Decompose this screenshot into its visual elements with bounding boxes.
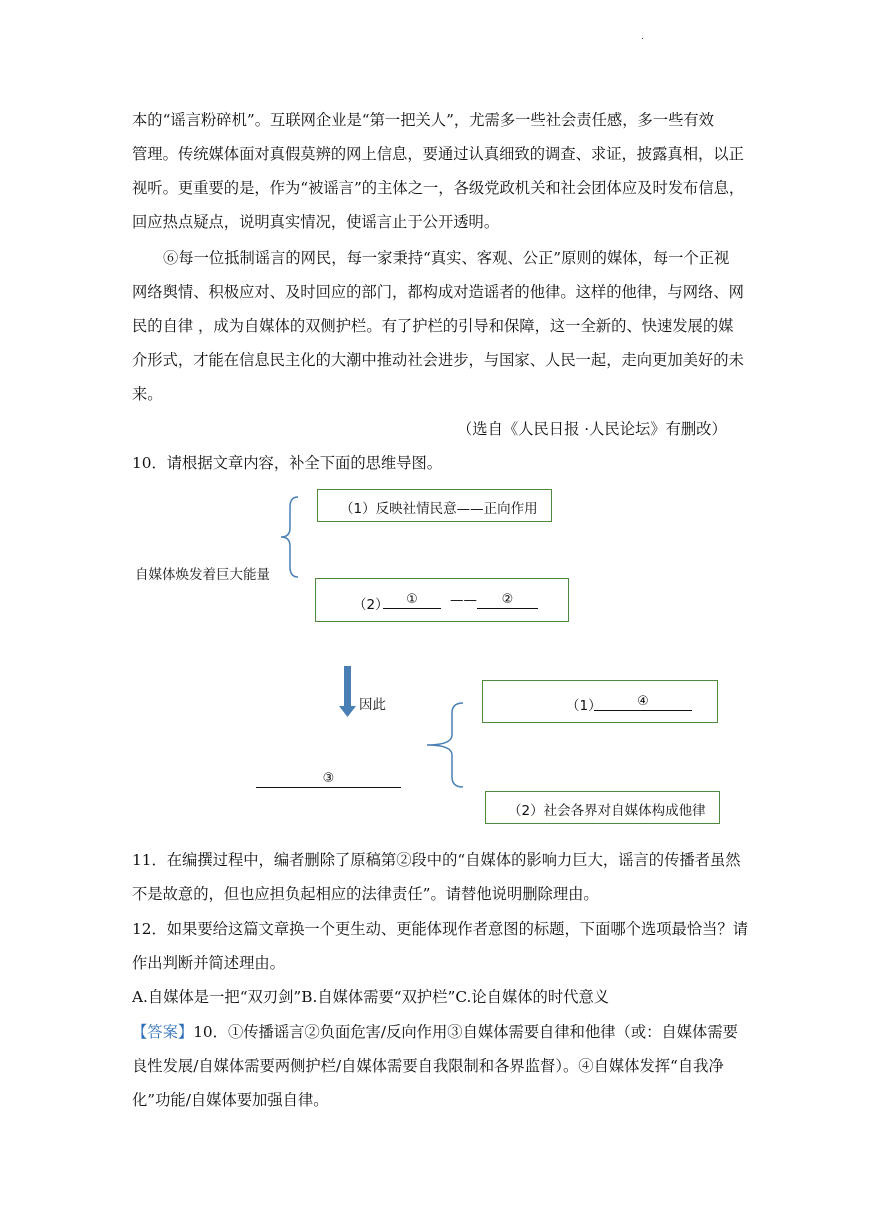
paragraph-line: 来。 — [132, 385, 163, 403]
paragraph-line: 管理。传统媒体面对真假莫辨的网上信息，要通过认真细致的调查、求证，披露真相，以正 — [132, 145, 744, 163]
lower-brace — [427, 703, 463, 787]
paragraph-line: 民的自律 ，成为自媒体的双侧护栏。有了护栏的引导和保障，这一全新的、快速发展的媒 — [132, 317, 734, 335]
blank-2: ② — [477, 592, 538, 609]
question-11-line-2: 不是故意的，但也应担负起相应的法律责任”。请替他说明删除理由。 — [132, 885, 599, 903]
upper-brace — [281, 497, 298, 577]
mindmap-root: 自媒体焕发着巨大能量 — [135, 567, 270, 583]
down-arrow-icon — [339, 666, 356, 717]
source-citation: （选自《人民日报 ·人民论坛》有删改） — [457, 420, 727, 438]
mindmap-box-1-text: （1）反映社情民意——正向作用 — [340, 501, 538, 517]
blank-4: ④ — [594, 694, 692, 711]
question-12-line-1: 12．如果要给这篇文章换一个更生动、更能体现作者意图的标题，下面哪个选项最恰当？请 — [132, 920, 749, 938]
mindmap-box-3-prefix: （1） — [566, 698, 602, 714]
question-10: 10．请根据文章内容，补全下面的思维导图。 — [132, 454, 443, 472]
paragraph-line: 网络舆情、积极应对、及时回应的部门，都构成对造谣者的他律。这样的他律，与网络、网 — [132, 283, 744, 301]
paragraph-line: 介形式，才能在信息民主化的大潮中推动社会进步，与国家、人民一起，走向更加美好的未 — [132, 351, 744, 369]
question-11-line-1: 11．在编撰过程中，编者删除了原稿第②段中的“自媒体的影响力巨大，谣言的传播者虽然 — [132, 851, 741, 869]
mindmap-box-1 — [317, 489, 552, 522]
paragraph-line: 回应热点疑点，说明真实情况，使谣言止于公开透明。 — [132, 213, 500, 231]
paragraph-line: 本的“谣言粉碎机”。互联网企业是“第一把关人”，尤需多一些社会责任感，多一些有效 — [132, 111, 714, 129]
mindmap-box-2-prefix: （2） — [353, 597, 389, 613]
answer-text: 10．①传播谣言②负面危害/反向作用③自媒体需要自律和他律（或：自媒体需要 — [193, 1023, 738, 1041]
mindmap-dash: —— — [450, 592, 477, 608]
header-mark: . — [641, 32, 644, 42]
mindmap-box-2 — [315, 578, 569, 622]
arrow-label: 因此 — [359, 697, 386, 713]
blank-3: ③ — [256, 771, 401, 788]
paragraph-line: ⑥每一位抵制谣言的网民，每一家秉持“真实、客观、公正”原则的媒体，每一个正视 — [163, 249, 730, 267]
answer-line-2: 良性发展/自媒体需要两侧护栏/自媒体需要自我限制和各界监督）。④自媒体发挥“自我净 — [132, 1057, 724, 1075]
answer-line-3: 化”功能/自媒体要加强自律。 — [132, 1091, 329, 1109]
blank-1: ① — [383, 592, 441, 609]
answer-tag: 【答案】 — [132, 1023, 194, 1041]
mindmap-box-3 — [482, 680, 718, 723]
mindmap-box-4-text: （2）社会各界对自媒体构成他律 — [508, 803, 706, 819]
question-12-line-2: 作出判断并简述理由。 — [132, 954, 285, 972]
question-12-options: A.自媒体是一把“双刃剑”B.自媒体需要“双护栏”C.论自媒体的时代意义 — [132, 988, 610, 1006]
answer-line-1 — [132, 1015, 738, 1049]
mindmap-box-4 — [485, 791, 720, 824]
paragraph-line: 视听。更重要的是，作为“被谣言”的主体之一，各级党政机关和社会团体应及时发布信息， — [132, 179, 745, 197]
